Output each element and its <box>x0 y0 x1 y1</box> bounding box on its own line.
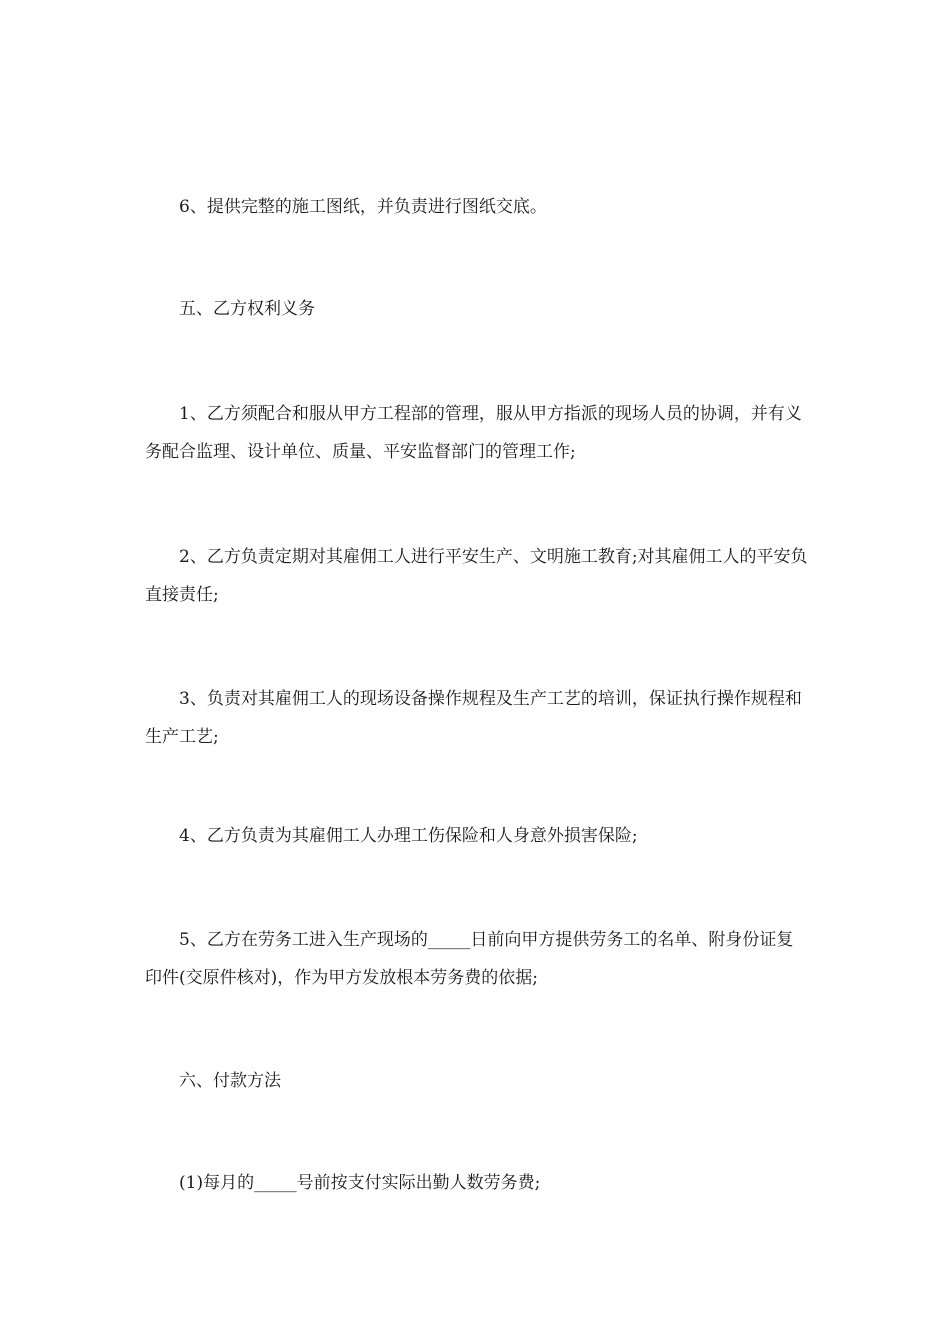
section-heading-payment-method: 六、付款方法 <box>179 1071 281 1091</box>
clause-party-b-5: 5、乙方在劳务工进入生产现场的_____日前向甲方提供劳务工的名单、附身份证复印件(交原件核对)，作为甲方发放根本劳务费的依据; <box>145 930 794 988</box>
clause-party-a-6: 6、提供完整的施工图纸，并负责进行图纸交底。 <box>179 197 547 217</box>
clause-party-b-4: 4、乙方负责为其雇佣工人办理工伤保险和人身意外损害保险; <box>179 826 638 846</box>
clause-payment-1: (1)每月的_____号前按支付实际出勤人数劳务费; <box>179 1173 541 1193</box>
clause-party-b-3: 3、负责对其雇佣工人的现场设备操作规程及生产工艺的培训，保证执行操作规程和生产工艺; <box>145 689 802 747</box>
clause-party-b-2: 2、乙方负责定期对其雇佣工人进行平安生产、文明施工教育;对其雇佣工人的平安负直接责任; <box>145 547 808 605</box>
section-heading-party-b-rights: 五、乙方权利义务 <box>179 299 315 319</box>
clause-party-b-1: 1、乙方须配合和服从甲方工程部的管理，服从甲方指派的现场人员的协调，并有义务配合监理、设计单位、质量、平安监督部门的管理工作; <box>145 404 802 462</box>
